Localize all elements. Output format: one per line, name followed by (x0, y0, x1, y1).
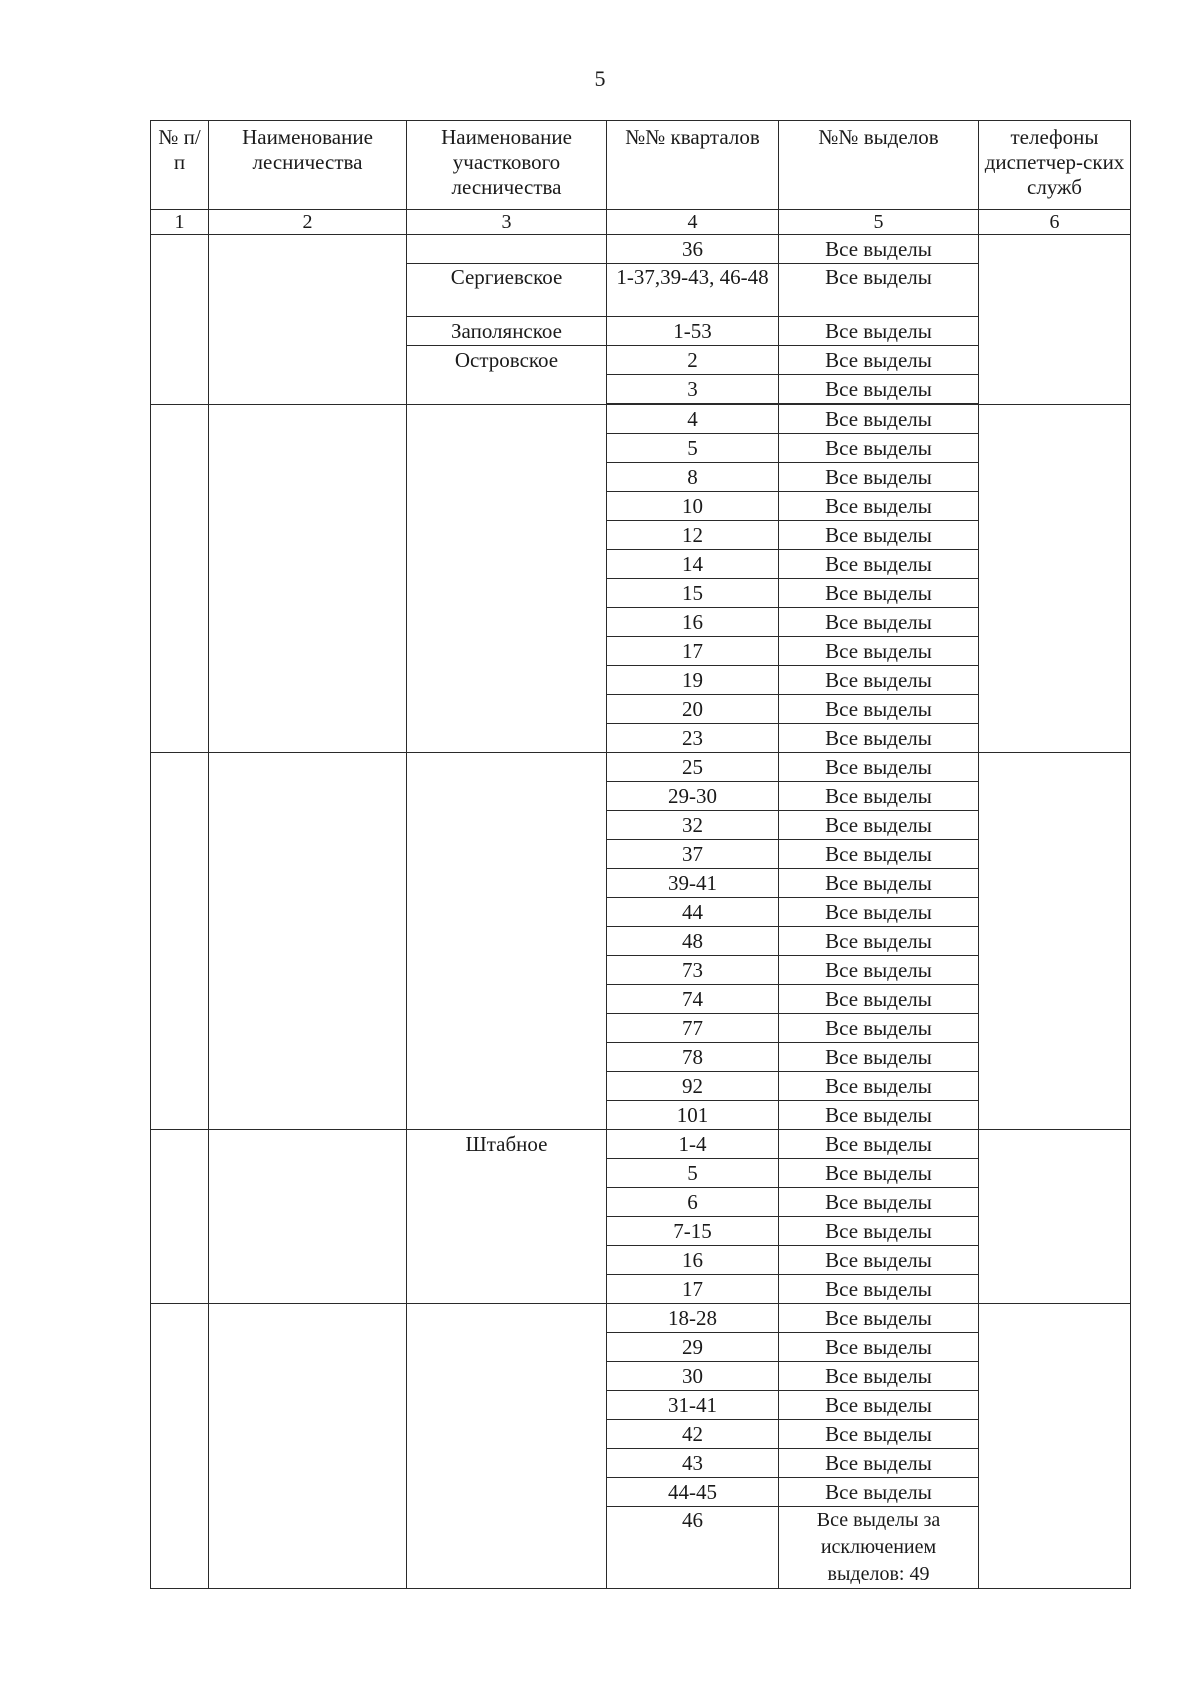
plots-cell: Все выделы (779, 666, 979, 695)
plots-cell: Все выделы (779, 753, 979, 782)
district-forestry-cell: Сергиевское (407, 264, 607, 317)
quarter-cell: 20 (607, 695, 779, 724)
quarter-cell: 77 (607, 1014, 779, 1043)
plots-cell: Все выделы (779, 782, 979, 811)
plots-cell: Все выделы (779, 346, 979, 375)
plots-cell: Все выделы (779, 811, 979, 840)
page-number: 5 (594, 66, 606, 91)
quarter-cell: 29-30 (607, 782, 779, 811)
quarter-cell: 16 (607, 1246, 779, 1275)
quarter-cell: 17 (607, 637, 779, 666)
plots-cell: Все выделы (779, 956, 979, 985)
plots-cell: Все выделы (779, 1275, 979, 1304)
plots-cell: Все выделы (779, 985, 979, 1014)
phones-cell (979, 753, 1131, 1130)
plots-cell: Все выделы (779, 1072, 979, 1101)
phones-cell (979, 1130, 1131, 1304)
plots-cell: Все выделы (779, 521, 979, 550)
quarter-cell: 31-41 (607, 1391, 779, 1420)
plots-cell-exception: Все выделы за исключением выделов: 49 (779, 1507, 979, 1589)
header-quarters: №№ кварталов (607, 121, 779, 210)
quarter-cell: 16 (607, 608, 779, 637)
quarter-cell: 5 (607, 434, 779, 463)
quarter-cell: 10 (607, 492, 779, 521)
table-row (151, 405, 1131, 434)
column-number: 4 (607, 210, 779, 235)
plots-cell: Все выделы (779, 1420, 979, 1449)
forestry-cell (209, 405, 407, 753)
quarter-cell: 1-4 (607, 1130, 779, 1159)
quarter-cell: 101 (607, 1101, 779, 1130)
plots-cell: Все выделы (779, 1362, 979, 1391)
plots-cell: Все выделы (779, 869, 979, 898)
quarter-cell: 7-15 (607, 1217, 779, 1246)
quarter-cell: 4 (607, 405, 779, 434)
plots-cell: Все выделы (779, 264, 979, 317)
plots-cell: Все выделы (779, 1246, 979, 1275)
table-row (151, 1304, 1131, 1333)
district-forestry-cell: Заполянское (407, 317, 607, 346)
plots-cell: Все выделы (779, 235, 979, 264)
forestry-cell (209, 1130, 407, 1304)
column-number: 3 (407, 210, 607, 235)
quarter-cell: 14 (607, 550, 779, 579)
quarter-cell: 73 (607, 956, 779, 985)
table-row (151, 235, 1131, 264)
quarter-cell: 36 (607, 235, 779, 264)
district-forestry-cell (407, 405, 607, 753)
phones-cell (979, 1304, 1131, 1589)
quarter-cell: 74 (607, 985, 779, 1014)
district-forestry-cell (407, 235, 607, 264)
forestry-cell (209, 753, 407, 1130)
plots-cell: Все выделы (779, 1159, 979, 1188)
quarter-cell: 17 (607, 1275, 779, 1304)
plots-cell: Все выделы (779, 579, 979, 608)
quarter-cell: 25 (607, 753, 779, 782)
quarter-cell: 48 (607, 927, 779, 956)
plots-cell: Все выделы (779, 695, 979, 724)
header-district-forestry-name: Наименование участкового лесничества (407, 121, 607, 210)
plots-cell: Все выделы (779, 1333, 979, 1362)
plots-cell: Все выделы (779, 637, 979, 666)
quarter-cell: 39-41 (607, 869, 779, 898)
plots-cell: Все выделы (779, 317, 979, 346)
phones-cell (979, 405, 1131, 753)
quarter-cell: 23 (607, 724, 779, 753)
number-cell (151, 1304, 209, 1589)
quarter-cell: 29 (607, 1333, 779, 1362)
number-cell (151, 753, 209, 1130)
plots-cell: Все выделы (779, 550, 979, 579)
plots-cell: Все выделы (779, 1391, 979, 1420)
plots-cell: Все выделы (779, 927, 979, 956)
number-cell (151, 405, 209, 753)
plots-cell: Все выделы (779, 1449, 979, 1478)
quarter-cell: 44 (607, 898, 779, 927)
header-number: № п/п (151, 121, 209, 210)
quarter-cell: 37 (607, 840, 779, 869)
phones-cell (979, 235, 1131, 405)
table-row (151, 753, 1131, 782)
plots-cell: Все выделы (779, 434, 979, 463)
plots-cell: Все выделы (779, 1188, 979, 1217)
district-forestry-cell (407, 1304, 607, 1589)
plots-cell: Все выделы (779, 405, 979, 434)
header-dispatch-phones: телефоны диспетчер-ских служб (979, 121, 1131, 210)
plots-cell: Все выделы (779, 492, 979, 521)
header-row (151, 121, 1131, 210)
plots-cell: Все выделы (779, 375, 979, 404)
column-number: 2 (209, 210, 407, 235)
plots-cell: Все выделы (779, 608, 979, 637)
table-row (151, 1130, 1131, 1159)
column-number: 6 (979, 210, 1131, 235)
quarter-cell: 18-28 (607, 1304, 779, 1333)
quarter-cell: 78 (607, 1043, 779, 1072)
plots-cell: Все выделы (779, 1043, 979, 1072)
quarter-cell: 6 (607, 1188, 779, 1217)
forestry-table (150, 120, 1131, 1589)
header-forestry-name: Наименование лесничества (209, 121, 407, 210)
quarter-cell: 1-53 (607, 317, 779, 346)
plots-cell: Все выделы (779, 724, 979, 753)
quarter-cell: 92 (607, 1072, 779, 1101)
quarter-cell: 30 (607, 1362, 779, 1391)
plots-cell: Все выделы (779, 1217, 979, 1246)
header-plots: №№ выделов (779, 121, 979, 210)
quarter-cell: 32 (607, 811, 779, 840)
quarter-cell: 5 (607, 1159, 779, 1188)
quarter-cell: 42 (607, 1420, 779, 1449)
plots-cell: Все выделы (779, 463, 979, 492)
quarter-cell: 8 (607, 463, 779, 492)
plots-cell: Все выделы (779, 1130, 979, 1159)
quarter-cell: 2 (607, 346, 779, 375)
number-cell (151, 235, 209, 405)
quarter-cell: 44-45 (607, 1478, 779, 1507)
plots-cell: Все выделы (779, 1014, 979, 1043)
column-number: 1 (151, 210, 209, 235)
plots-cell: Все выделы (779, 840, 979, 869)
forestry-cell (209, 1304, 407, 1589)
number-cell (151, 1130, 209, 1304)
district-forestry-cell: Островское (407, 346, 607, 405)
district-forestry-cell: Штабное (407, 1130, 607, 1304)
plots-cell: Все выделы (779, 1304, 979, 1333)
quarter-cell: 46 (607, 1507, 779, 1589)
district-forestry-cell (407, 753, 607, 1130)
forestry-cell (209, 235, 407, 405)
quarter-cell: 19 (607, 666, 779, 695)
quarter-cell: 1-37,39-43, 46-48 (607, 264, 779, 317)
plots-cell: Все выделы (779, 898, 979, 927)
quarter-cell: 12 (607, 521, 779, 550)
plots-cell: Все выделы (779, 1101, 979, 1130)
plots-cell: Все выделы (779, 1478, 979, 1507)
quarter-cell: 3 (607, 375, 779, 404)
quarter-cell: 43 (607, 1449, 779, 1478)
column-number: 5 (779, 210, 979, 235)
column-number-row (151, 210, 1131, 235)
quarter-cell: 15 (607, 579, 779, 608)
